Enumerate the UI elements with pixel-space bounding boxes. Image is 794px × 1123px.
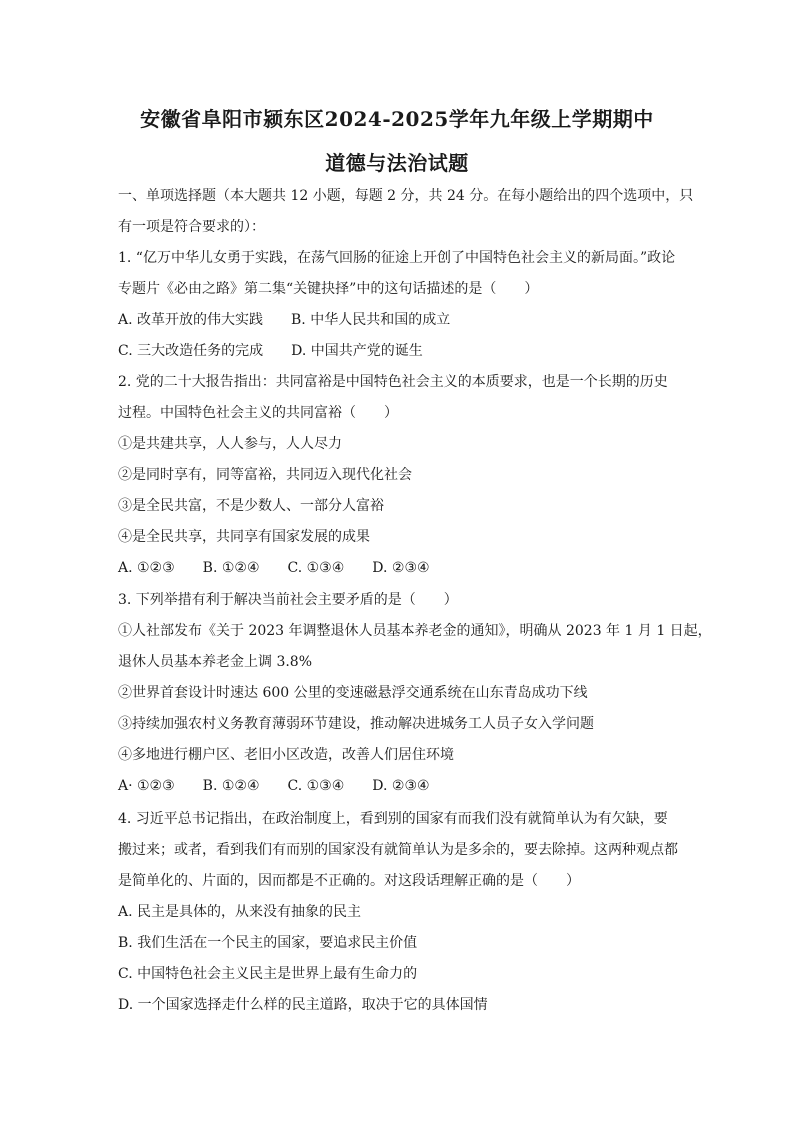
question-2-statement-2: ②是同时享有，同等富裕，共同迈入现代化社会 xyxy=(118,467,412,483)
exam-subtitle: 道德与法治试题 xyxy=(325,151,469,175)
question-3-statement-1-line-2: 退休人员基本养老金上调 3.8% xyxy=(118,654,313,670)
question-3-options: A· ①②③ B. ①②④ C. ①③④ D. ②③④ xyxy=(118,778,430,794)
question-1-options-ab: A. 改革开放的伟大实践 B. 中华人民共和国的成立 xyxy=(118,312,451,328)
question-4-option-d: D. 一个国家选择走什么样的民主道路，取决于它的具体国情 xyxy=(118,997,488,1013)
question-3-statement-1-line-1: ①人社部发布《关于 2023 年调整退休人员基本养老金的通知》，明确从 2023 年 1 月 1 日起， xyxy=(118,623,712,639)
question-3-statement-3: ③持续加强农村义务教育薄弱环节建设，推动解决进城务工人员子女入学问题 xyxy=(118,716,594,732)
section-heading-line-1: 一、单项选择题（本大题共 12 小题，每题 2 分，共 24 分。在每小题给出的四个选项中，只 xyxy=(118,188,694,204)
section-heading-line-2: 有一项是符合要求的）： xyxy=(118,219,265,235)
question-1-options-cd: C. 三大改造任务的完成 D. 中国共产党的诞生 xyxy=(118,343,423,359)
question-2-stem-line-1: 2. 党的二十大报告指出：共同富裕是中国特色社会主义的本质要求，也是一个长期的历史 xyxy=(118,374,668,390)
question-4-stem-line-2: 搬过来；或者，看到我们有而别的国家没有就简单认为是多余的，要去除掉。这两种观点都 xyxy=(118,842,678,858)
question-3-statement-2: ②世界首套设计时速达 600 公里的变速磁悬浮交通系统在山东青岛成功下线 xyxy=(118,685,588,701)
question-2-statement-1: ①是共建共享，人人参与，人人尽力 xyxy=(118,436,342,452)
question-2-stem-line-2: 过程。中国特色社会主义的共同富裕（ ） xyxy=(118,405,398,421)
question-4-option-a: A. 民主是具体的，从来没有抽象的民主 xyxy=(118,904,362,920)
question-4-option-b: B. 我们生活在一个民主的国家，要追求民主价值 xyxy=(118,935,418,951)
exam-title: 安徽省阜阳市颍东区2024-2025学年九年级上学期期中 xyxy=(140,107,654,131)
question-2-statement-4: ④是全民共享，共同享有国家发展的成果 xyxy=(118,529,370,545)
question-2-options: A. ①②③ B. ①②④ C. ①③④ D. ②③④ xyxy=(118,560,430,576)
question-4-stem-line-1: 4. 习近平总书记指出，在政治制度上，看到别的国家有而我们没有就简单认为有欠缺，要 xyxy=(118,811,668,827)
question-3-stem: 3. 下列举措有利于解决当前社会主要矛盾的是（ ） xyxy=(118,592,458,608)
question-2-statement-3: ③是全民共富，不是少数人、一部分人富裕 xyxy=(118,498,384,514)
question-4-stem-line-3: 是简单化的、片面的，因而都是不正确的。对这段话理解正确的是（ ） xyxy=(118,873,580,889)
question-1-stem-line-2: 专题片《必由之路》第二集“关键抉择”中的这句话描述的是（ ） xyxy=(118,281,539,297)
question-1-stem-line-1: 1. “亿万中华儿女勇于实践，在荡气回肠的征途上开创了中国特色社会主义的新局面。”政论 xyxy=(118,250,676,266)
question-4-option-c: C. 中国特色社会主义民主是世界上最有生命力的 xyxy=(118,966,418,982)
question-3-statement-4: ④多地进行棚户区、老旧小区改造，改善人们居住环境 xyxy=(118,747,454,763)
